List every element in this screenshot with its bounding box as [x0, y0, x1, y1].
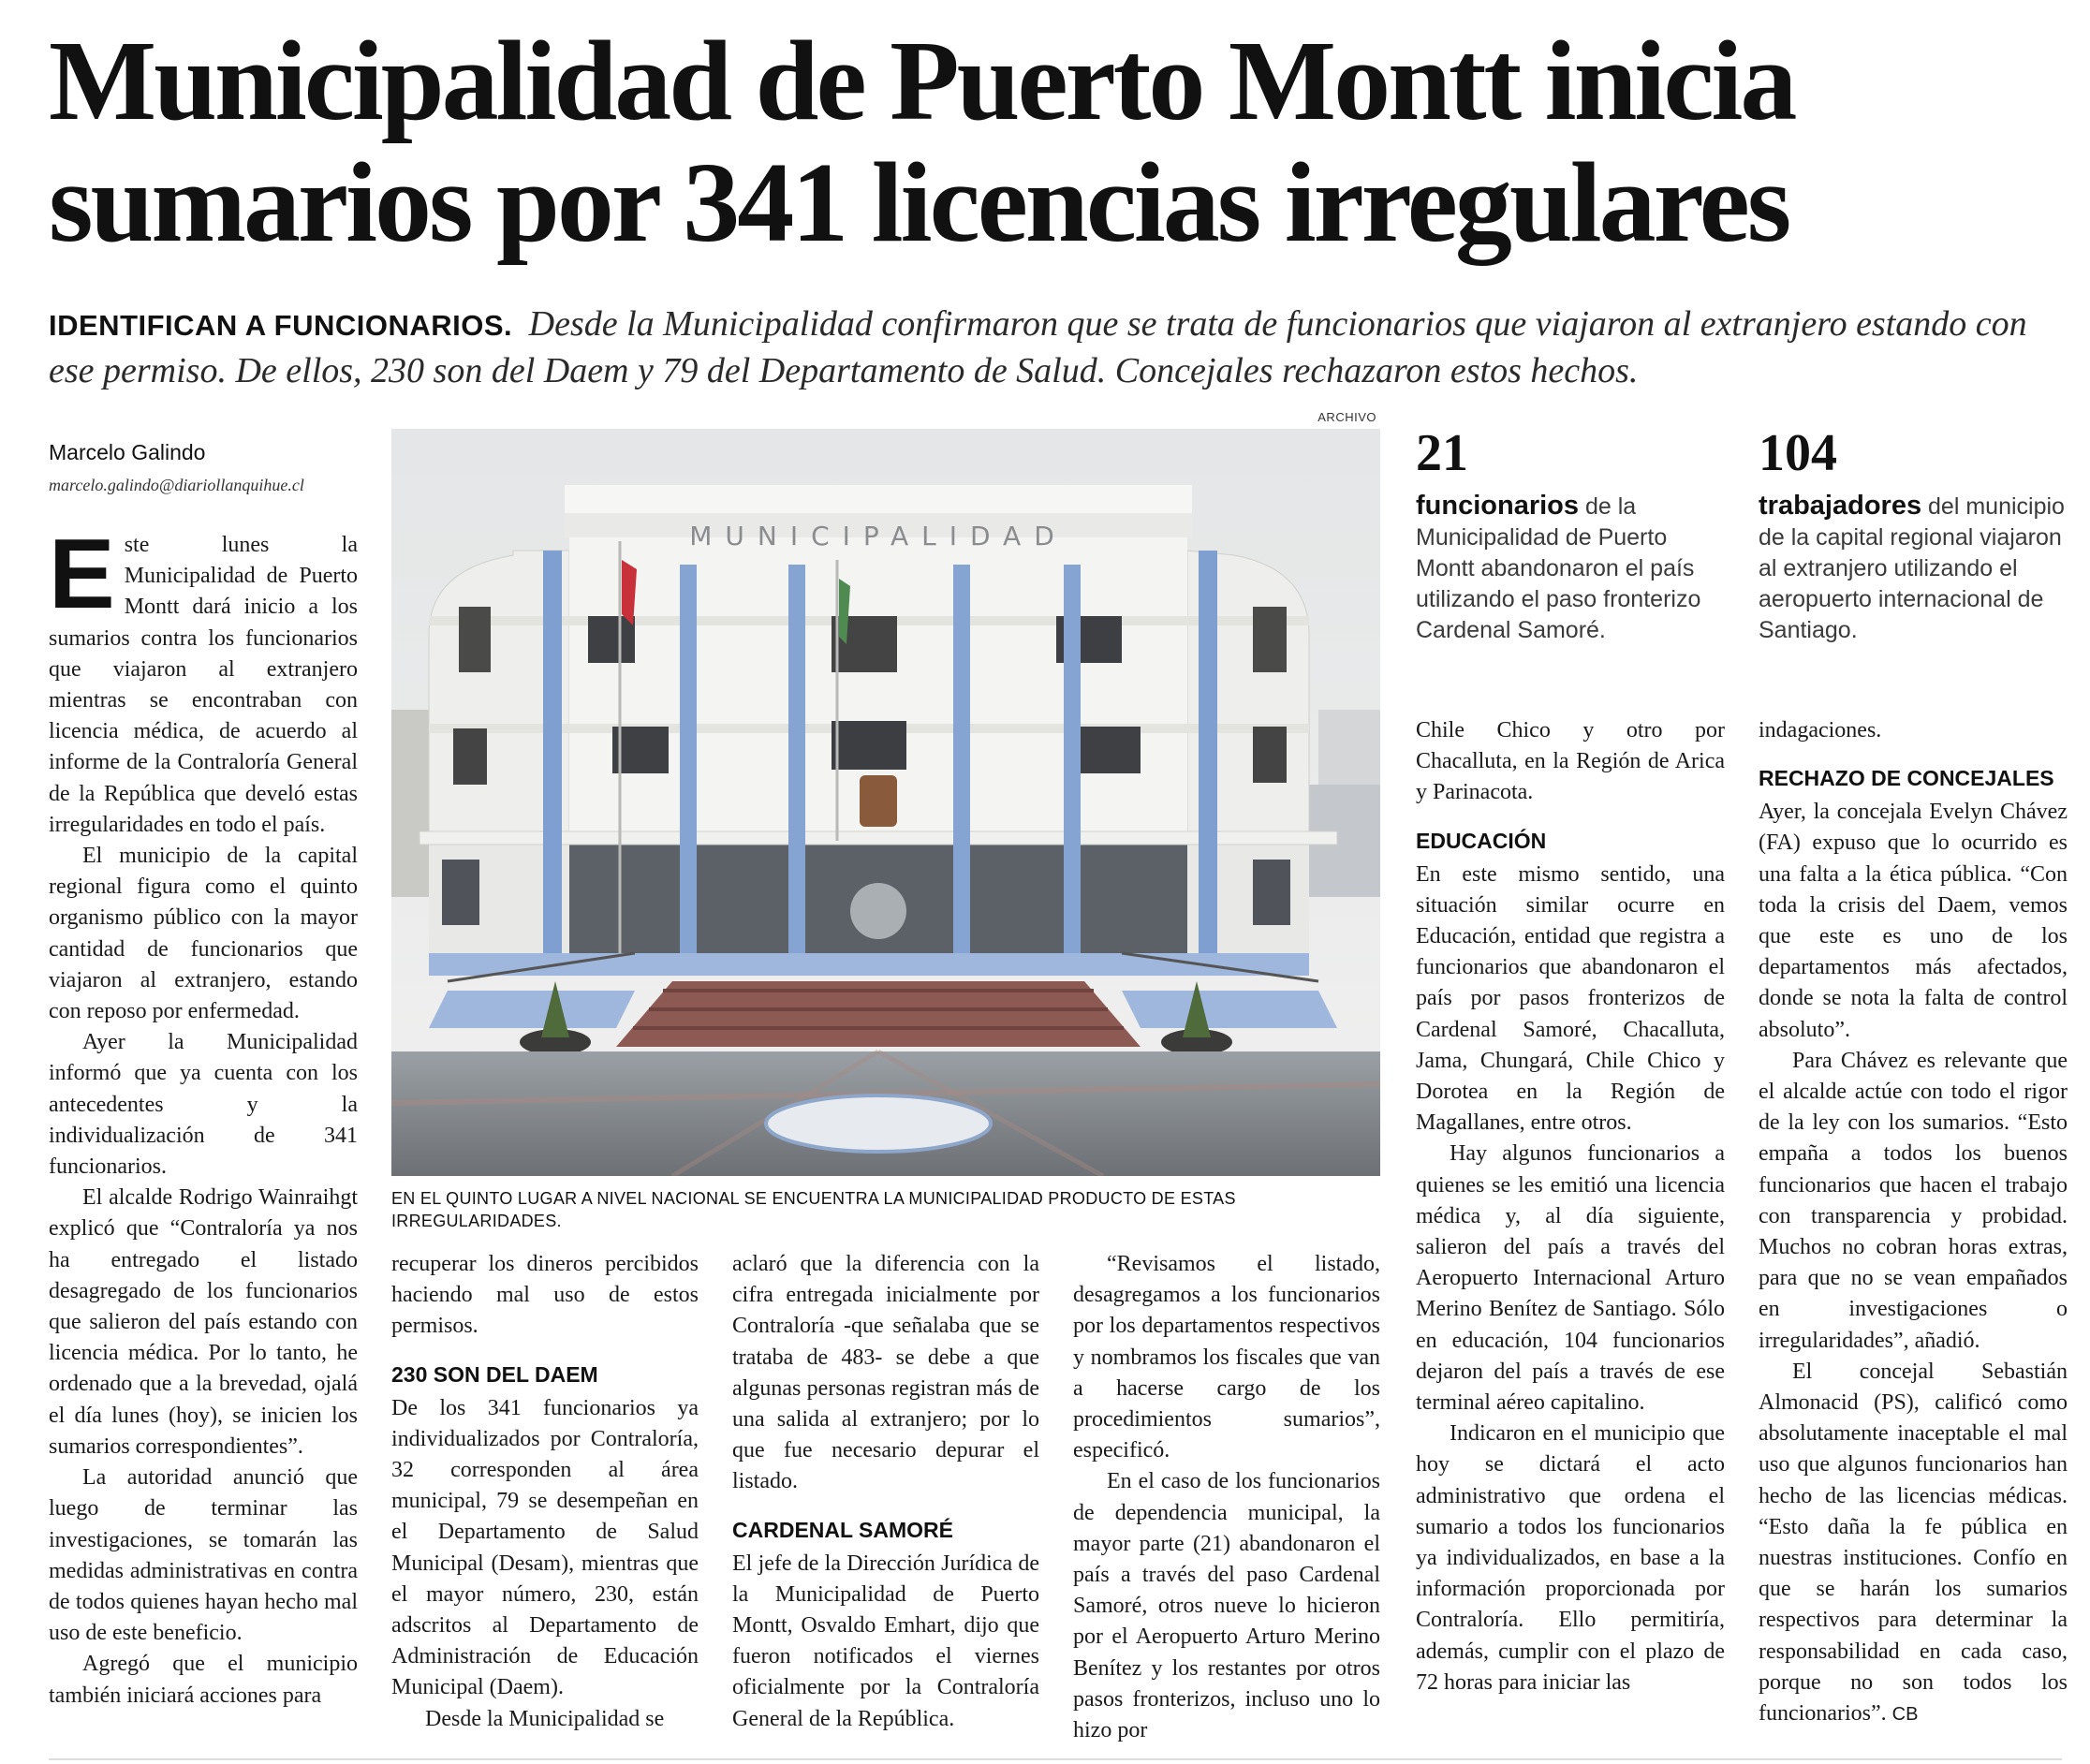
paragraph: aclaró que la diferencia con la cifra entregada inicialmente por Contraloría -que señalaba que se trataba de 483- se debe a que algunas personas registran más de una salida al extranjero; por lo que fue necesario depurar el listado.	[732, 1252, 1039, 1494]
fact-text: trabajadores del municipio de la capital regional viajaron al extranjero utilizando el aeropuerto internacional de Santiago.	[1759, 491, 2065, 643]
author-email[interactable]: marcelo.galindo@diariollanquihue.cl	[49, 476, 304, 494]
paragraph: Indicaron en el municipio que hoy se dictará el acto administrativo que ordena el sumario a todos los funcionarios ya individualizados, en base a la información proporcionada por Contraloría. Ello permitiría, además, cumplir con el plazo de 72 horas para iniciar las	[1416, 1421, 1725, 1695]
byline	[49, 438, 358, 498]
photo-credit: ARCHIVO	[1317, 410, 1376, 424]
subheading-cardenal-samore: CARDENAL SAMORÉ	[732, 1517, 953, 1542]
paragraph: La autoridad anunció que luego de terminar las investigaciones, se tomarán las medidas administrativas en contra de todos quienes hayan hecho mal uso de este beneficio.	[49, 1465, 358, 1646]
paragraph: Ayer la Municipalidad informó que ya cuenta con los antecedentes y la individualización de 341 funcionarios.	[49, 1030, 358, 1180]
fact-number: 104	[1759, 424, 1837, 482]
article-column-5	[1416, 715, 1725, 1698]
paragraph: El jefe de la Dirección Jurídica de la Municipalidad de Puerto Montt, Osvaldo Emhart, dijo que fueron notificados el viernes oficialmente por la Contraloría General de la República.	[732, 1551, 1039, 1731]
paragraph: En el caso de los funcionarios de dependencia municipal, la mayor parte (21) abandonaron el país a través del paso Cardenal Samoré, otros nueve lo hicieron por el Aeropuerto Arturo Merino Benítez y los restantes por otros pasos fronterizos, incluso uno lo hizo por	[1073, 1469, 1380, 1743]
paragraph: Ayer, la concejala Evelyn Chávez (FA) expuso que lo ocurrido es una falta a la ética pública. “Con toda la crisis del Daem, vemos que este es uno de los departamentos más afectados, donde se nota la falta de control absoluto”.	[1759, 800, 2068, 1042]
fact-number: 21	[1416, 424, 1468, 482]
paragraph: Este lunes la Municipalidad de Puerto Montt dará inicio a los sumarios contra los funcionarios que viajaron al extranjero mientras se encontraban con licencia médica, de acuerdo al informe de la Contraloría General de la República que develó estas irregularidades en todo el país.	[49, 519, 358, 837]
paragraph: Agregó que el municipio también iniciará acciones para	[49, 1652, 358, 1708]
end-mark: CB	[1891, 1704, 1919, 1726]
article-column-6	[1759, 715, 2068, 1730]
article-column-1	[49, 519, 358, 1712]
paragraph: Desde la Municipalidad se	[425, 1706, 665, 1731]
deck	[49, 301, 2043, 393]
paragraph: indagaciones.	[1759, 718, 1882, 742]
photo-caption: EN EL QUINTO LUGAR A NIVEL NACIONAL SE ENCUENTRA LA MUNICIPALIDAD PRODUCTO DE ESTAS IRREGULARIDADES.	[391, 1189, 1236, 1230]
paragraph: El concejal Sebastián Almonacid (PS), calificó como absolutamente inaceptable el mal uso que algunos funcionarios han hecho de las licencias médicas. “Esto daña la fe pública en nuestras instituciones. Confío en que se harán los sumarios respectivos para determinar la responsabilidad en cada caso, porque no son todos los funcionarios”. CB	[1759, 1359, 2068, 1727]
fact-text: funcionarios de la Municipalidad de Puerto Montt abandonaron el país utilizando el paso fronterizo Cardenal Samoré.	[1416, 491, 1701, 643]
fact-box-104	[1759, 425, 2068, 646]
paragraph: El municipio de la capital regional figura como el quinto organismo público con la mayor cantidad de funcionarios que viajaron al extranjero, estando con reposo por enfermedad.	[49, 844, 358, 1024]
paragraph: “Revisamos el listado, desagregamos a los funcionarios por los departamentos respectivos y nombramos los fiscales que van a hacerse cargo de los procedimientos sumarios”, especificó.	[1073, 1252, 1380, 1463]
municipality-building-illustration	[391, 429, 1380, 1176]
paragraph: Hay algunos funcionarios a quienes se les emitió una licencia médica y, al día siguiente, salieron del país a través del Aeropuerto Internacional Arturo Merino Benítez de Santiago. Sólo en educación, 104 funcionarios dejaron del país a través de ese terminal aéreo capitalino.	[1416, 1141, 1725, 1416]
paragraph: De los 341 funcionarios ya individualizados por Contraloría, 32 corresponden al área municipal, 79 se desempeñan en el Departamento de Salud Municipal (Desam), mientras que el mayor número, 230, están adscritos al Departamento de Administración de Educación Municipal (Daem).	[391, 1395, 699, 1700]
article-column-2	[391, 1249, 699, 1735]
paragraph: recuperar los dineros percibidos haciendo mal uso de estos permisos.	[391, 1252, 699, 1339]
municipality-photo	[391, 429, 1380, 1176]
subheading-daem: 230 SON DEL DAEM	[391, 1361, 598, 1387]
subheading-rechazo-de-concejales: RECHAZO DE CONCEJALES	[1759, 766, 2054, 791]
drop-cap: E	[49, 519, 115, 629]
building-sign: MUNICIPALIDAD	[689, 521, 1067, 551]
headline-line-1: Municipalidad de Puerto Montt inicia	[49, 18, 1795, 144]
subheading-educacion: EDUCACIÓN	[1416, 828, 1547, 853]
fact-box-21	[1416, 425, 1725, 646]
deck-kicker: IDENTIFICAN A FUNCIONARIOS.	[49, 309, 513, 342]
headline	[49, 18, 2071, 266]
paragraph: Para Chávez es relevante que el alcalde actúe con todo el rigor de la ley con los sumarios. “Esto empaña a todos los buenos funcionarios que hacen el trabajo con transparencia y probidad. Muchos no cobran horas extras, para que no se vean empañados en investigaciones o irregularidades”, añadió.	[1759, 1048, 2068, 1353]
headline-line-2: sumarios por 341 licencias irregulares	[49, 140, 1789, 266]
paragraph: Chile Chico y otro por Chacalluta, en la Región de Arica y Parinacota.	[1416, 718, 1725, 805]
bottom-rule	[49, 1758, 2062, 1760]
article-column-3	[732, 1249, 1039, 1735]
deck-text: Desde la Municipalidad confirmaron que se trata de funcionarios que viajaron al extranjero estando con ese permiso. De ellos, 230 son del Daem y 79 del Departamento de Salud. Concejales rechazaron estos hechos.	[49, 304, 2027, 390]
paragraph: El alcalde Rodrigo Wainraihgt explicó que “Contraloría ya nos ha entregado el listado desagregado de los funcionarios que salieron del país estando con licencia médica. Por lo tanto, he ordenado que a la brevedad, ojalá el día lunes (hoy), se inicien los sumarios correspondientes”.	[49, 1185, 358, 1459]
author-name: Marcelo Galindo	[49, 440, 206, 464]
article-column-4	[1073, 1249, 1380, 1746]
paragraph: En este mismo sentido, una situación similar ocurre en Educación, entidad que registra a funcionarios que abandonaron el país por pasos fronterizos de Cardenal Samoré, Chacalluta, Jama, Chungará, Chile Chico y Dorotea en la Región de Magallanes, entre otros.	[1416, 861, 1725, 1136]
